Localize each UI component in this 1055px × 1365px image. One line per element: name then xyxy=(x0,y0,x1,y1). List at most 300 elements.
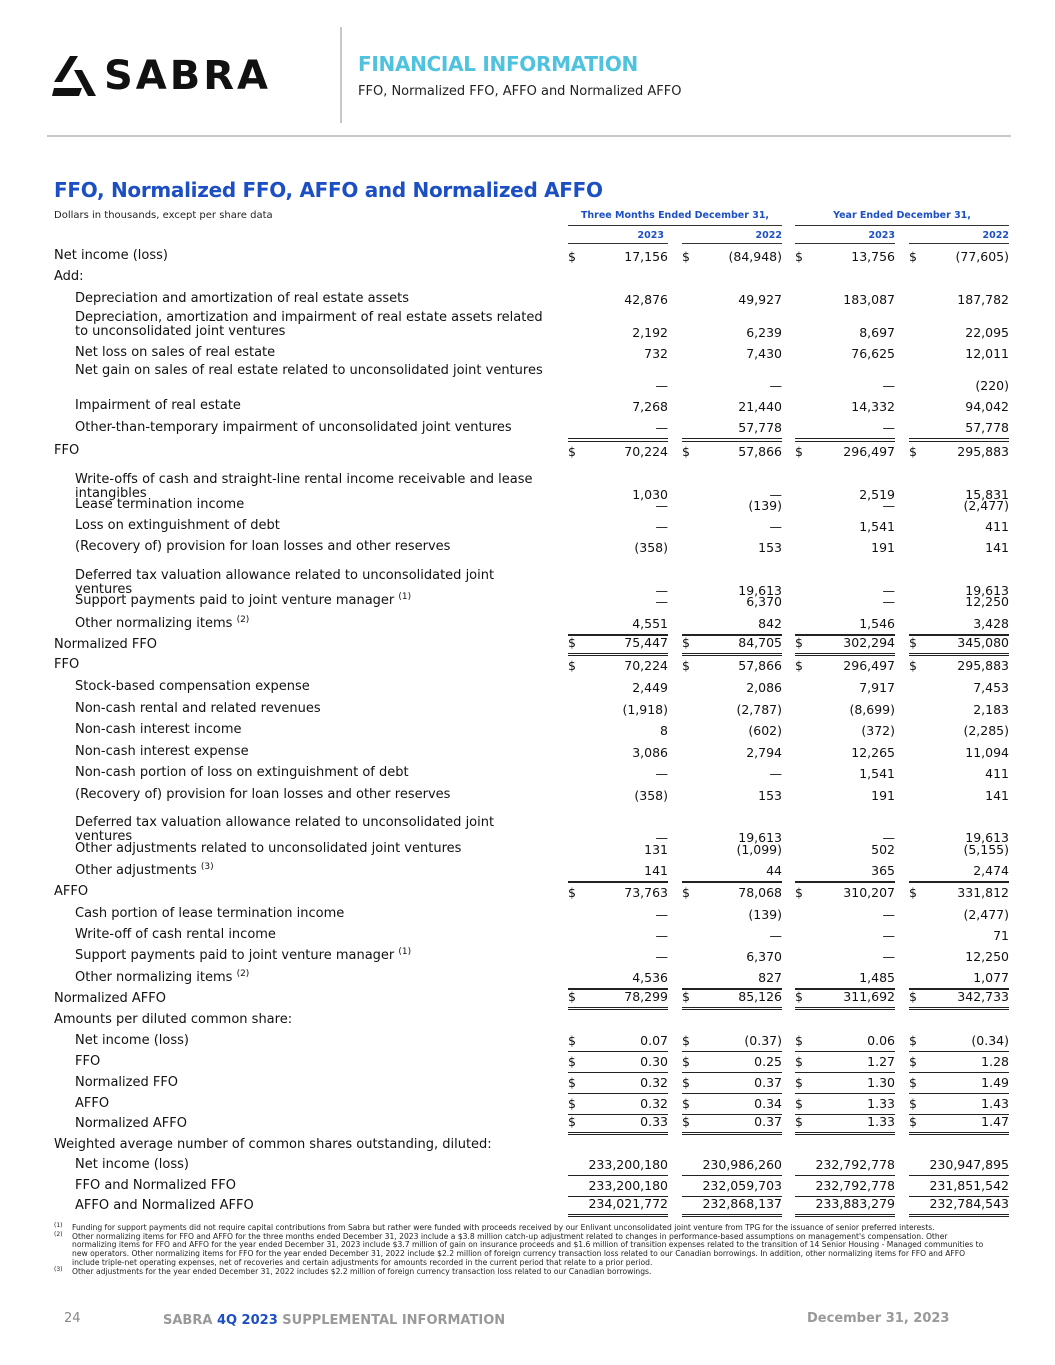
row-label xyxy=(75,744,249,759)
cell-value: — xyxy=(655,583,668,598)
cell-value: 302,294 xyxy=(843,635,895,650)
table-cell xyxy=(568,1010,668,1031)
table-row xyxy=(0,1031,1055,1052)
footnote-text: Other adjustments for the year ended December 31, 2022 includes $2.2 million of foreign currency transaction loss related to our Canadian borrowings. xyxy=(72,1266,652,1276)
cell-value: 70,224 xyxy=(624,658,668,673)
table-cell xyxy=(682,396,782,417)
year-header: 2022 xyxy=(755,230,782,241)
cell-value: 7,430 xyxy=(746,346,782,361)
table-title: FFO, Normalized FFO, AFFO and Normalized AFFO xyxy=(54,178,603,202)
cell-value: 71 xyxy=(993,928,1009,943)
cell-value: 1,485 xyxy=(859,970,895,985)
cell-value: — xyxy=(882,594,895,609)
cell-value: 0.07 xyxy=(640,1033,668,1048)
cell-value: 4,536 xyxy=(632,970,668,985)
row-label-text: (Recovery of) provision for loan losses and other reserves xyxy=(75,539,451,554)
table-cell xyxy=(682,763,782,784)
table-cell xyxy=(795,441,895,462)
row-label-text: Depreciation and amortization of real estate assets xyxy=(75,291,410,306)
year-header: 2023 xyxy=(637,230,664,241)
table-cell xyxy=(568,635,668,656)
cell-value: — xyxy=(769,487,782,502)
row-label-text: FFO xyxy=(54,443,80,458)
footnote-marker: (2) xyxy=(54,1230,63,1238)
cell-value: 295,883 xyxy=(957,658,1009,673)
cell-value: 0.37 xyxy=(754,1075,782,1090)
cell-value: 15,831 xyxy=(965,487,1009,502)
table-cell xyxy=(795,785,895,806)
table-row xyxy=(0,1052,1055,1073)
row-label-text: Other normalizing items xyxy=(75,970,233,985)
cell-value: 141 xyxy=(985,540,1009,555)
row-label xyxy=(75,1198,254,1213)
table-cell xyxy=(682,635,782,656)
cell-value: 3,428 xyxy=(973,616,1009,631)
row-label-text: Net income (loss) xyxy=(75,1033,189,1048)
row-label xyxy=(54,657,79,672)
table-cell xyxy=(909,882,1009,903)
cell-value: 1.28 xyxy=(981,1054,1009,1069)
row-label xyxy=(75,1178,236,1193)
cell-value: 1,541 xyxy=(859,519,895,534)
table-row xyxy=(0,946,1055,967)
table-cell xyxy=(682,1176,782,1197)
table-cell xyxy=(682,904,782,925)
cell-value: — xyxy=(882,928,895,943)
table-cell xyxy=(909,1135,1009,1156)
cell-value: 8,697 xyxy=(859,325,895,340)
cell-value: — xyxy=(769,928,782,943)
cell-value: 131 xyxy=(644,842,668,857)
table-cell xyxy=(682,1094,782,1115)
table-cell xyxy=(909,861,1009,882)
currency-symbol: $ xyxy=(795,1033,803,1048)
cell-value: 6,370 xyxy=(746,949,782,964)
table-cell xyxy=(682,516,782,537)
row-label xyxy=(75,1096,109,1111)
row-label xyxy=(75,1075,178,1090)
cell-value: 411 xyxy=(985,519,1009,534)
row-label-text: Write-offs of cash and straight-line rental income receivable and lease intangibles xyxy=(75,472,533,501)
cell-value: — xyxy=(655,907,668,922)
table-row xyxy=(0,364,1055,396)
table-cell xyxy=(682,441,782,462)
cell-value: 7,453 xyxy=(973,680,1009,695)
currency-symbol: $ xyxy=(568,1096,576,1111)
row-label xyxy=(75,345,275,360)
cell-value: 1.47 xyxy=(981,1114,1009,1129)
table-cell xyxy=(795,839,895,860)
table-cell xyxy=(568,311,668,343)
cell-value: 310,207 xyxy=(843,885,895,900)
table-cell xyxy=(795,882,895,903)
cell-value: 0.33 xyxy=(640,1114,668,1129)
cell-value: 191 xyxy=(871,540,895,555)
table-cell xyxy=(909,495,1009,516)
cell-value: 345,080 xyxy=(957,635,1009,650)
row-label-text: AFFO xyxy=(54,884,89,899)
cell-value: 44 xyxy=(766,863,782,878)
row-label-text: Net income (loss) xyxy=(54,248,168,263)
cell-value: (84,948) xyxy=(728,249,782,264)
header-divider xyxy=(47,135,1011,137)
currency-symbol: $ xyxy=(682,989,690,1004)
table-cell xyxy=(682,267,782,288)
table-row xyxy=(0,289,1055,310)
section-title: FINANCIAL INFORMATION xyxy=(358,52,638,76)
row-label xyxy=(75,863,214,878)
table-cell xyxy=(682,1155,782,1176)
cell-value: 1.27 xyxy=(867,1054,895,1069)
units-note: Dollars in thousands, except per share data xyxy=(54,210,273,221)
table-cell xyxy=(795,861,895,882)
row-label xyxy=(75,765,409,780)
row-label xyxy=(75,539,450,554)
table-cell xyxy=(568,946,668,967)
footer-quarter: 4Q 2023 xyxy=(216,1313,278,1328)
table-cell xyxy=(682,655,782,676)
table-cell xyxy=(682,925,782,946)
table-cell xyxy=(568,1135,668,1156)
cell-value: 2,449 xyxy=(632,680,668,695)
table-cell xyxy=(795,655,895,676)
row-label-text: Normalized AFFO xyxy=(75,1116,187,1131)
table-cell xyxy=(795,495,895,516)
table-cell xyxy=(568,1155,668,1176)
cell-value: 842 xyxy=(758,616,782,631)
table-cell xyxy=(909,537,1009,558)
cell-value: 732 xyxy=(644,346,668,361)
table-cell xyxy=(682,289,782,310)
cell-value: 311,692 xyxy=(843,989,895,1004)
table-cell xyxy=(795,1052,895,1073)
cell-value: — xyxy=(882,420,895,435)
table-cell xyxy=(909,614,1009,635)
cell-value: 22,095 xyxy=(965,325,1009,340)
cell-value: 94,042 xyxy=(965,399,1009,414)
table-cell xyxy=(795,614,895,635)
cell-value: 84,705 xyxy=(738,635,782,650)
currency-symbol: $ xyxy=(795,1054,803,1069)
cell-value: 233,883,279 xyxy=(815,1196,895,1211)
currency-symbol: $ xyxy=(909,249,917,264)
table-cell xyxy=(568,418,668,439)
currency-symbol: $ xyxy=(795,1075,803,1090)
table-cell xyxy=(795,1010,895,1031)
sabra-logo-mark-icon xyxy=(52,52,108,100)
cell-value: (2,787) xyxy=(736,702,782,717)
cell-value: 13,756 xyxy=(851,249,895,264)
currency-symbol: $ xyxy=(568,885,576,900)
table-row xyxy=(0,882,1055,903)
cell-value: (358) xyxy=(634,788,668,803)
row-label xyxy=(75,364,545,378)
cell-value: 1,030 xyxy=(632,487,668,502)
row-label-text: Support payments paid to joint venture manager xyxy=(75,593,395,608)
table-row xyxy=(0,1155,1055,1176)
cell-value: (139) xyxy=(748,907,782,922)
currency-symbol: $ xyxy=(682,885,690,900)
table-cell xyxy=(568,839,668,860)
cell-value: (372) xyxy=(861,723,895,738)
group-header-three-months: Three Months Ended December 31, xyxy=(580,210,770,221)
table-cell xyxy=(909,946,1009,967)
cell-value: 19,613 xyxy=(738,830,782,845)
cell-value: 2,519 xyxy=(859,487,895,502)
cell-value: 57,866 xyxy=(738,658,782,673)
row-label xyxy=(75,679,310,694)
cell-value: (220) xyxy=(975,378,1009,393)
table-cell xyxy=(909,1073,1009,1094)
table-cell xyxy=(909,839,1009,860)
table-cell xyxy=(682,1052,782,1073)
row-label-text: AFFO xyxy=(75,1096,110,1111)
footnote-ref: (3) xyxy=(200,862,214,872)
table-cell xyxy=(909,785,1009,806)
table-cell xyxy=(795,1073,895,1094)
table-cell xyxy=(568,591,668,612)
table-cell xyxy=(909,441,1009,462)
row-label xyxy=(75,722,242,737)
table-row xyxy=(0,591,1055,612)
currency-symbol: $ xyxy=(795,249,803,264)
row-label-text: Support payments paid to joint venture manager xyxy=(75,948,395,963)
table-cell xyxy=(795,1135,895,1156)
cell-value: 191 xyxy=(871,788,895,803)
currency-symbol: $ xyxy=(568,1114,576,1129)
row-label-text: Other adjustments related to unconsolidated joint ventures xyxy=(75,841,462,856)
table-row xyxy=(0,1114,1055,1135)
table-cell xyxy=(795,968,895,989)
table-cell xyxy=(909,635,1009,656)
cell-value: 1,546 xyxy=(859,616,895,631)
table-cell xyxy=(795,699,895,720)
table-cell xyxy=(568,267,668,288)
row-label xyxy=(54,248,168,263)
cell-value: 1.49 xyxy=(981,1075,1009,1090)
table-cell xyxy=(909,904,1009,925)
row-label-text: Net gain on sales of real estate related to unconsolidated joint ventures xyxy=(75,363,543,378)
cell-value: 6,239 xyxy=(746,325,782,340)
row-label-text: Non-cash interest expense xyxy=(75,744,249,759)
cell-value: — xyxy=(882,949,895,964)
cell-value: — xyxy=(655,949,668,964)
table-cell xyxy=(909,516,1009,537)
table-row xyxy=(0,720,1055,741)
table-cell xyxy=(568,1176,668,1197)
group-header-year: Year Ended December 31, xyxy=(833,210,971,221)
cell-value: 3,086 xyxy=(632,745,668,760)
table-row xyxy=(0,441,1055,462)
table-cell xyxy=(795,1031,895,1052)
currency-symbol: $ xyxy=(568,658,576,673)
table-cell xyxy=(682,677,782,698)
footnote-marker: (1) xyxy=(54,1222,63,1229)
cell-value: 153 xyxy=(758,540,782,555)
page-number: 24 xyxy=(64,1311,81,1326)
group-header-rule xyxy=(568,225,782,226)
cell-value: (0.34) xyxy=(971,1033,1009,1048)
cell-value: 502 xyxy=(871,842,895,857)
cell-value: (2,285) xyxy=(963,723,1009,738)
row-label xyxy=(54,884,88,899)
cell-value: — xyxy=(882,378,895,393)
cell-value: 2,183 xyxy=(973,702,1009,717)
table-row xyxy=(0,614,1055,635)
table-cell xyxy=(682,699,782,720)
table-cell xyxy=(909,396,1009,417)
table-row xyxy=(0,989,1055,1010)
table-cell xyxy=(682,1010,782,1031)
row-label-text: (Recovery of) provision for loan losses and other reserves xyxy=(75,787,451,802)
sabra-wordmark: SABRA xyxy=(104,53,272,99)
year-header-rule xyxy=(909,243,1009,244)
table-cell xyxy=(568,614,668,635)
row-label xyxy=(75,616,249,631)
cell-value: 85,126 xyxy=(738,989,782,1004)
cell-value: 19,613 xyxy=(738,583,782,598)
currency-symbol: $ xyxy=(682,1114,690,1129)
cell-value: (602) xyxy=(748,723,782,738)
currency-symbol: $ xyxy=(682,635,690,650)
cell-value: — xyxy=(655,498,668,513)
table-cell xyxy=(795,635,895,656)
row-label xyxy=(75,970,249,985)
cell-value: 153 xyxy=(758,788,782,803)
row-label xyxy=(54,1137,492,1152)
table-cell xyxy=(795,267,895,288)
cell-value: 232,059,703 xyxy=(702,1178,782,1193)
row-label xyxy=(75,518,280,533)
table-row xyxy=(0,785,1055,806)
row-label xyxy=(54,1012,292,1027)
footnote-text: Funding for support payments did not require capital contributions from Sabra but rather were funded with proceeds received by our Enlivant unconsolidated joint venture from TPG for the issuance of senior preferred interests. xyxy=(72,1223,935,1232)
cell-value: 232,784,543 xyxy=(929,1196,1009,1211)
table-cell xyxy=(568,1031,668,1052)
row-label-text: Lease termination income xyxy=(75,497,245,512)
row-label xyxy=(75,311,545,339)
cell-value: 12,250 xyxy=(965,949,1009,964)
table-cell xyxy=(909,289,1009,310)
row-label-text: Non-cash portion of loss on extinguishment of debt xyxy=(75,765,409,780)
year-header: 2023 xyxy=(868,230,895,241)
row-label-text: Add: xyxy=(54,269,84,284)
cell-value: — xyxy=(655,594,668,609)
row-label xyxy=(75,906,344,921)
table-cell xyxy=(682,1073,782,1094)
cell-value: — xyxy=(655,420,668,435)
table-cell xyxy=(568,677,668,698)
table-cell xyxy=(568,904,668,925)
table-cell xyxy=(909,968,1009,989)
table-cell xyxy=(795,742,895,763)
year-header: 2022 xyxy=(982,230,1009,241)
table-cell xyxy=(909,1094,1009,1115)
table-cell xyxy=(909,364,1009,396)
table-cell xyxy=(682,1114,782,1135)
table-cell xyxy=(795,989,895,1010)
footnote-marker: (3) xyxy=(54,1265,63,1273)
table-cell xyxy=(909,1031,1009,1052)
table-cell xyxy=(682,785,782,806)
cell-value: 78,299 xyxy=(624,989,668,1004)
year-header-rule xyxy=(682,243,782,244)
cell-value: 230,947,895 xyxy=(929,1157,1009,1172)
table-cell xyxy=(682,311,782,343)
table-cell xyxy=(795,516,895,537)
table-row xyxy=(0,495,1055,516)
table-cell xyxy=(568,989,668,1010)
row-label-text: FFO xyxy=(75,1054,101,1069)
table-row xyxy=(0,1135,1055,1156)
cell-value: 232,792,778 xyxy=(815,1157,895,1172)
row-label xyxy=(75,1033,189,1048)
currency-symbol: $ xyxy=(568,989,576,1004)
cell-value: 12,011 xyxy=(965,346,1009,361)
cell-value: (2,477) xyxy=(963,907,1009,922)
footnote-ref: (2) xyxy=(236,615,250,625)
table-cell xyxy=(568,495,668,516)
currency-symbol: $ xyxy=(909,989,917,1004)
cell-value: 57,778 xyxy=(965,420,1009,435)
table-cell xyxy=(682,246,782,267)
table-row xyxy=(0,763,1055,784)
table-cell xyxy=(795,1094,895,1115)
table-cell xyxy=(909,1196,1009,1217)
table-row xyxy=(0,1094,1055,1115)
row-label-text: Impairment of real estate xyxy=(75,398,241,413)
table-cell xyxy=(909,925,1009,946)
cell-value: 187,782 xyxy=(957,292,1009,307)
table-cell xyxy=(568,246,668,267)
table-cell xyxy=(682,495,782,516)
cell-value: 1.33 xyxy=(867,1096,895,1111)
cell-value: 19,613 xyxy=(965,583,1009,598)
cell-value: 70,224 xyxy=(624,444,668,459)
table-cell xyxy=(568,925,668,946)
cell-value: 233,200,180 xyxy=(588,1178,668,1193)
table-row xyxy=(0,655,1055,676)
table-cell xyxy=(909,1155,1009,1176)
table-cell xyxy=(909,343,1009,364)
cell-value: 0.37 xyxy=(754,1114,782,1129)
table-cell xyxy=(909,246,1009,267)
cell-value: 141 xyxy=(644,863,668,878)
table-cell xyxy=(568,1052,668,1073)
table-cell xyxy=(909,742,1009,763)
year-header-rule xyxy=(568,243,668,244)
cell-value: — xyxy=(882,583,895,598)
header-vertical-divider xyxy=(340,27,342,123)
cell-value: 2,086 xyxy=(746,680,782,695)
table-cell xyxy=(682,1196,782,1217)
cell-value: — xyxy=(655,830,668,845)
table-cell xyxy=(682,839,782,860)
cell-value: (2,477) xyxy=(963,498,1009,513)
row-label xyxy=(75,1116,187,1131)
row-label-text: Non-cash rental and related revenues xyxy=(75,701,321,716)
cell-value: 1,541 xyxy=(859,766,895,781)
table-cell xyxy=(795,246,895,267)
currency-symbol: $ xyxy=(682,249,690,264)
row-label xyxy=(75,291,409,306)
table-cell xyxy=(568,441,668,462)
cell-value: (5,155) xyxy=(963,842,1009,857)
table-cell xyxy=(795,1155,895,1176)
cell-value: 12,265 xyxy=(851,745,895,760)
row-label xyxy=(54,443,79,458)
cell-value: 57,866 xyxy=(738,444,782,459)
